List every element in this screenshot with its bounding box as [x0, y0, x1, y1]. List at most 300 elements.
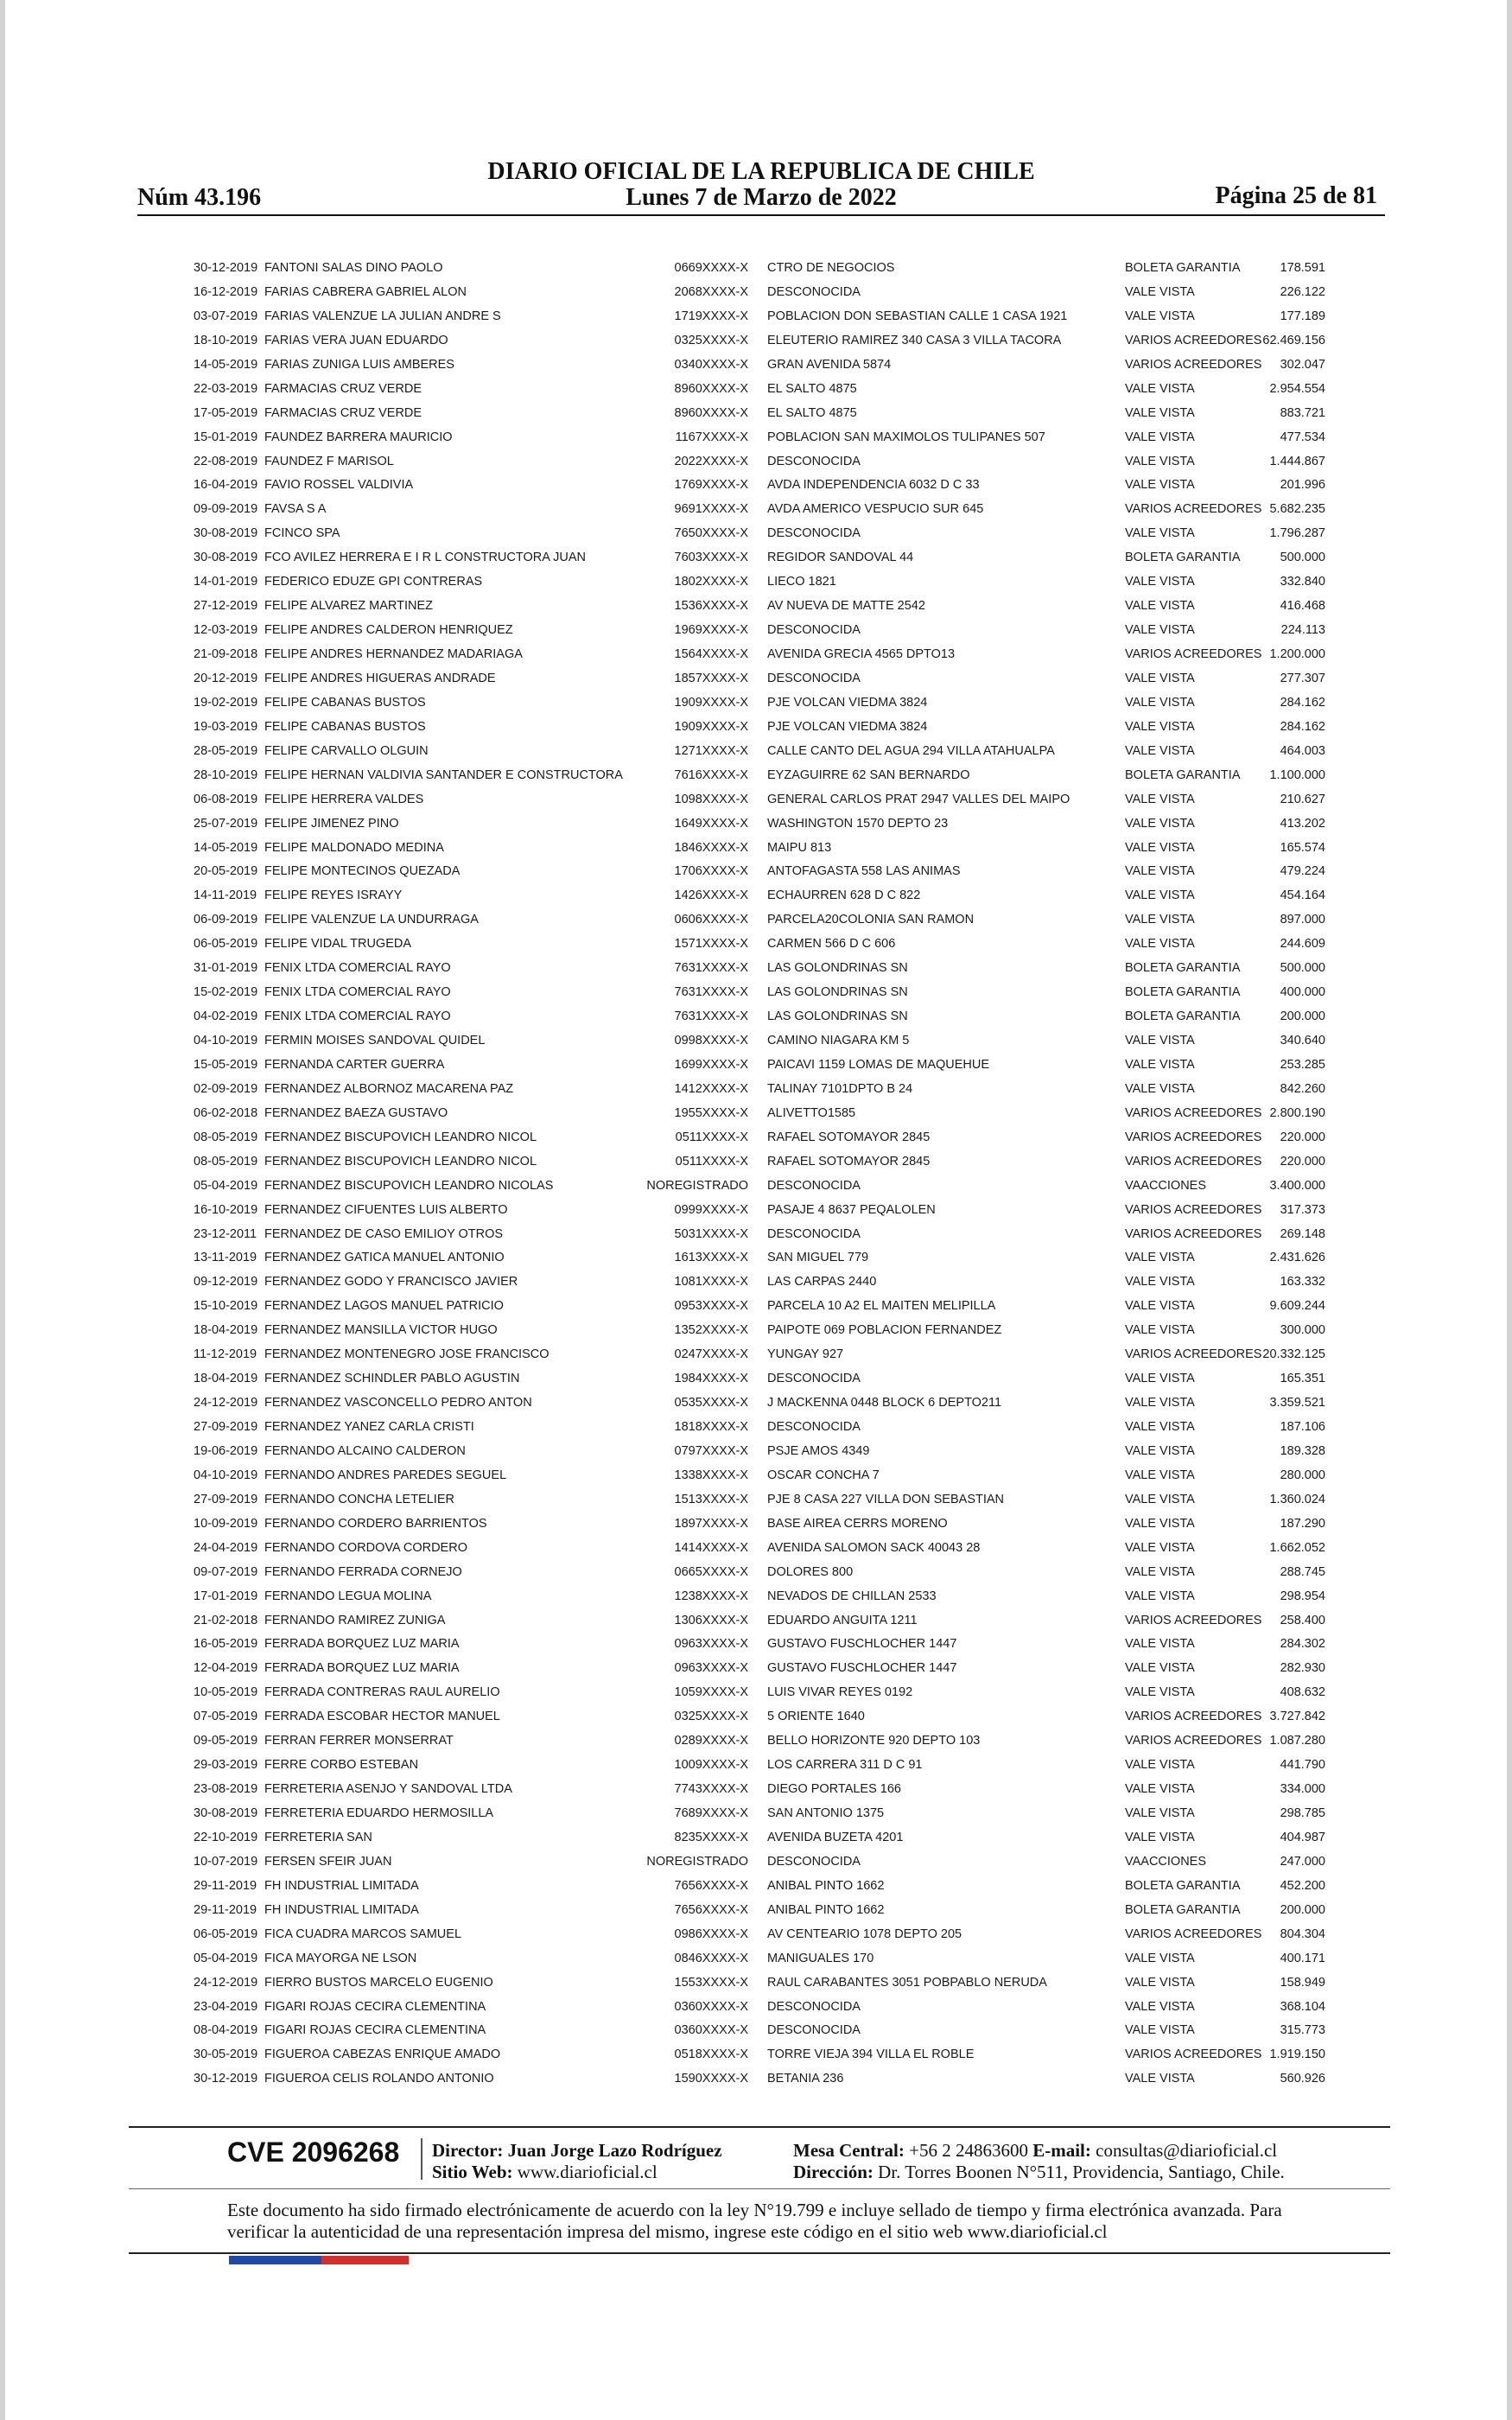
table-row — [5, 1488, 1512, 1512]
table-row — [5, 257, 1512, 281]
record-name: FELIPE ANDRES HERNANDEZ MADARIAGA — [264, 647, 523, 661]
record-address: ANIBAL PINTO 1662 — [767, 1902, 885, 1917]
record-address: DESCONOCIDA — [767, 526, 861, 541]
record-type: BOLETA GARANTIA — [1125, 1878, 1241, 1893]
record-rut: 1699XXXX-X — [674, 1057, 748, 1072]
record-type: VALE VISTA — [1125, 913, 1195, 927]
record-rut: 0998XXXX-X — [674, 1034, 748, 1048]
record-address: LUIS VIVAR REYES 0192 — [767, 1685, 913, 1700]
table-row — [5, 1681, 1512, 1705]
record-address: YUNGAY 927 — [767, 1347, 844, 1362]
record-amount: 1.662.052 — [1269, 1540, 1325, 1555]
record-address: SAN MIGUEL 779 — [767, 1251, 869, 1265]
record-date: 03-07-2019 — [194, 309, 258, 323]
record-amount: 3.359.521 — [1269, 1396, 1325, 1411]
table-row — [5, 716, 1512, 740]
record-type: VALE VISTA — [1125, 719, 1195, 734]
record-type: VALE VISTA — [1125, 937, 1195, 952]
table-row — [5, 691, 1512, 716]
record-name: FELIPE HERRERA VALDES — [264, 792, 424, 806]
record-date: 28-10-2019 — [194, 767, 258, 782]
record-address: TALINAY 7101DPTO B 24 — [767, 1081, 913, 1096]
record-date: 13-11-2019 — [194, 1251, 257, 1265]
record-amount: 187.106 — [1280, 1420, 1325, 1434]
record-date: 15-05-2019 — [194, 1057, 258, 1072]
table-row — [5, 498, 1512, 522]
table-row — [5, 1175, 1512, 1199]
record-rut: 9691XXXX-X — [674, 502, 748, 517]
record-rut: 7650XXXX-X — [674, 526, 748, 541]
record-type: VALE VISTA — [1125, 1806, 1195, 1820]
record-address: DESCONOCIDA — [767, 454, 861, 468]
record-address: DESCONOCIDA — [767, 1854, 861, 1869]
record-type: VALE VISTA — [1125, 623, 1195, 638]
record-amount: 560.926 — [1280, 2072, 1325, 2086]
record-date: 16-04-2019 — [194, 478, 258, 493]
table-row — [5, 1947, 1512, 1971]
record-rut: 0999XXXX-X — [674, 1202, 748, 1217]
record-rut: 0360XXXX-X — [674, 1999, 748, 2014]
record-type: VALE VISTA — [1125, 840, 1195, 855]
record-address: PAICAVI 1159 LOMAS DE MAQUEHUE — [767, 1057, 990, 1072]
site-link[interactable]: www.diarioficial.cl — [517, 2162, 658, 2182]
record-address: WASHINGTON 1570 DEPTO 23 — [767, 816, 949, 831]
record-date: 18-04-2019 — [194, 1372, 258, 1386]
table-row — [5, 981, 1512, 1005]
record-name: FIGUEROA CELIS ROLANDO ANTONIO — [264, 2072, 494, 2086]
record-amount: 500.000 — [1280, 961, 1325, 976]
record-address: GUSTAVO FUSCHLOCHER 1447 — [767, 1637, 957, 1652]
record-address: DESCONOCIDA — [767, 671, 861, 685]
mesa-phone: +56 2 24863600 — [909, 2140, 1028, 2161]
record-type: VALE VISTA — [1125, 405, 1195, 420]
record-address: GENERAL CARLOS PRAT 2947 VALLES DEL MAIPO — [767, 792, 1070, 806]
record-type: VALE VISTA — [1125, 1637, 1195, 1652]
record-rut: 1909XXXX-X — [674, 719, 748, 734]
record-name: FELIPE VALENZUE LA UNDURRAGA — [264, 913, 479, 927]
record-amount: 284.302 — [1280, 1637, 1325, 1652]
record-rut: 0606XXXX-X — [674, 913, 748, 927]
record-name: FARMACIAS CRUZ VERDE — [264, 405, 422, 420]
record-name: FENIX LTDA COMERCIAL RAYO — [264, 961, 451, 976]
record-rut: 1769XXXX-X — [674, 478, 748, 493]
record-address: MAIPU 813 — [767, 840, 832, 855]
record-type: BOLETA GARANTIA — [1125, 985, 1241, 1000]
record-address: MANIGUALES 170 — [767, 1951, 874, 1965]
record-amount: 1.100.000 — [1269, 767, 1325, 782]
record-address: LAS GOLONDRINAS SN — [767, 961, 908, 976]
record-rut: 1352XXXX-X — [674, 1323, 748, 1338]
record-address: CALLE CANTO DEL AGUA 294 VILLA ATAHUALPA — [767, 743, 1055, 758]
record-name: FELIPE CABANAS BUSTOS — [264, 719, 426, 734]
record-type: VALE VISTA — [1125, 888, 1195, 903]
record-rut: 7689XXXX-X — [674, 1806, 748, 1820]
record-rut: 1955XXXX-X — [674, 1105, 748, 1120]
record-address: ALIVETTO1585 — [767, 1105, 856, 1120]
record-name: FARIAS CABRERA GABRIEL ALON — [264, 284, 467, 299]
record-name: FERNANDEZ DE CASO EMILIOY OTROS — [264, 1226, 504, 1241]
record-name: FERNANDEZ CIFUENTES LUIS ALBERTO — [264, 1202, 508, 1217]
record-type: VALE VISTA — [1125, 1468, 1195, 1482]
record-rut: 0325XXXX-X — [674, 333, 748, 347]
record-rut: 0797XXXX-X — [674, 1443, 748, 1458]
record-address: DESCONOCIDA — [767, 1372, 861, 1386]
record-type: VALE VISTA — [1125, 430, 1195, 444]
record-amount: 1.087.280 — [1269, 1734, 1325, 1748]
record-address: ANTOFAGASTA 558 LAS ANIMAS — [767, 864, 961, 879]
table-row — [5, 2043, 1512, 2067]
record-amount: 220.000 — [1280, 1154, 1325, 1169]
record-rut: 1706XXXX-X — [674, 864, 748, 879]
record-date: 24-04-2019 — [194, 1540, 258, 1555]
table-row — [5, 1705, 1512, 1729]
table-row — [5, 1537, 1512, 1561]
record-rut: 1412XXXX-X — [674, 1081, 748, 1096]
table-row — [5, 1899, 1512, 1923]
record-date: 30-08-2019 — [194, 1806, 258, 1820]
record-type: VALE VISTA — [1125, 743, 1195, 758]
record-name: FICA MAYORGA NE LSON — [264, 1951, 417, 1965]
record-address: RAFAEL SOTOMAYOR 2845 — [767, 1130, 931, 1144]
record-amount: 288.745 — [1280, 1564, 1325, 1579]
record-rut: 1426XXXX-X — [674, 888, 748, 903]
record-date: 20-12-2019 — [194, 671, 258, 685]
record-type: VARIOS ACREEDORES — [1125, 1347, 1262, 1362]
record-amount: 298.954 — [1280, 1589, 1325, 1603]
footer-contact-block — [793, 2140, 1285, 2183]
record-date: 06-05-2019 — [194, 1926, 258, 1941]
record-date: 30-05-2019 — [194, 2047, 258, 2062]
record-type: VARIOS ACREEDORES — [1125, 502, 1262, 517]
record-address: AV NUEVA DE MATTE 2542 — [767, 599, 925, 614]
record-address: PJE 8 CASA 227 VILLA DON SEBASTIAN — [767, 1492, 1005, 1506]
record-date: 18-04-2019 — [194, 1323, 258, 1338]
record-address: EL SALTO 4875 — [767, 405, 857, 420]
record-amount: 5.682.235 — [1269, 502, 1325, 517]
record-date: 11-12-2019 — [194, 1347, 257, 1362]
record-address: LIECO 1821 — [767, 575, 836, 589]
record-name: FERRETERIA EDUARDO HERMOSILLA — [264, 1806, 494, 1820]
record-rut: 0535XXXX-X — [674, 1396, 748, 1411]
record-type: VALE VISTA — [1125, 1299, 1195, 1314]
flag-stripe-blue — [229, 2256, 321, 2264]
record-address: PARCELA20COLONIA SAN RAMON — [767, 913, 975, 927]
record-name: FELIPE MALDONADO MEDINA — [264, 840, 444, 855]
record-address: AVDA AMERICO VESPUCIO SUR 645 — [767, 502, 984, 517]
record-address: POBLACION DON SEBASTIAN CALLE 1 CASA 1921 — [767, 309, 1068, 323]
record-rut: 1271XXXX-X — [674, 743, 748, 758]
record-rut: 1098XXXX-X — [674, 792, 748, 806]
record-name: FAVIO ROSSEL VALDIVIA — [264, 478, 414, 493]
table-row — [5, 1223, 1512, 1247]
record-type: VALE VISTA — [1125, 1081, 1195, 1096]
table-row — [5, 884, 1512, 908]
record-amount: 244.609 — [1280, 937, 1325, 952]
table-row — [5, 1367, 1512, 1392]
record-amount: 282.930 — [1280, 1661, 1325, 1676]
record-name: FARIAS VERA JUAN EDUARDO — [264, 333, 448, 347]
record-type: VALE VISTA — [1125, 864, 1195, 879]
record-name: FIGARI ROJAS CECIRA CLEMENTINA — [264, 1999, 486, 2014]
record-rut: 1167XXXX-X — [675, 430, 748, 444]
record-name: FAUNDEZ F MARISOL — [264, 454, 394, 468]
record-date: 08-04-2019 — [194, 2023, 258, 2038]
record-address: J MACKENNA 0448 BLOCK 6 DEPTO211 — [767, 1396, 1002, 1411]
record-address: DOLORES 800 — [767, 1564, 854, 1579]
record-amount: 253.285 — [1280, 1057, 1325, 1072]
table-row — [5, 402, 1512, 426]
record-type: VALE VISTA — [1125, 1372, 1195, 1386]
record-type: VALE VISTA — [1125, 1323, 1195, 1338]
record-rut: 1818XXXX-X — [674, 1420, 748, 1434]
record-address: ELEUTERIO RAMIREZ 340 CASA 3 VILLA TACORA — [767, 333, 1062, 347]
record-rut: 0963XXXX-X — [674, 1637, 748, 1652]
table-row — [5, 957, 1512, 981]
record-rut: 0846XXXX-X — [674, 1951, 748, 1965]
cve-code: CVE 2096268 — [227, 2137, 400, 2168]
table-row — [5, 522, 1512, 546]
record-date: 22-08-2019 — [194, 454, 258, 468]
record-rut: 0340XXXX-X — [674, 357, 748, 372]
record-name: FELIPE VIDAL TRUGEDA — [264, 937, 412, 952]
table-row — [5, 619, 1512, 643]
record-rut: 7603XXXX-X — [674, 551, 748, 565]
record-type: VALE VISTA — [1125, 1951, 1195, 1965]
document-page — [5, 0, 1507, 2420]
address-label: Dirección: — [793, 2162, 874, 2182]
table-row — [5, 378, 1512, 402]
record-address: OSCAR CONCHA 7 — [767, 1468, 880, 1482]
record-amount: 332.840 — [1280, 575, 1325, 589]
record-address: 5 ORIENTE 1640 — [767, 1710, 865, 1724]
table-row — [5, 1971, 1512, 1996]
record-date: 29-11-2019 — [194, 1902, 257, 1917]
table-row — [5, 1150, 1512, 1175]
record-type: VARIOS ACREEDORES — [1125, 357, 1262, 372]
record-name: FERNANDO CORDERO BARRIENTOS — [264, 1516, 487, 1531]
footer-rule-mid — [129, 2188, 1390, 2189]
table-row — [5, 812, 1512, 837]
record-amount: 477.534 — [1280, 430, 1325, 444]
record-name: FELIPE ANDRES HIGUERAS ANDRADE — [264, 671, 496, 685]
record-rut: 1897XXXX-X — [674, 1516, 748, 1531]
record-type: VALE VISTA — [1125, 2023, 1195, 2038]
record-type: VARIOS ACREEDORES — [1125, 1130, 1262, 1144]
record-address: PSJE AMOS 4349 — [767, 1443, 870, 1458]
table-row — [5, 1609, 1512, 1634]
table-row — [5, 740, 1512, 764]
table-row — [5, 305, 1512, 329]
record-type: VALE VISTA — [1125, 1685, 1195, 1700]
record-address: PASAJE 4 8637 PEQALOLEN — [767, 1202, 936, 1217]
record-rut: 0511XXXX-X — [675, 1154, 748, 1169]
record-address: LAS GOLONDRINAS SN — [767, 1009, 908, 1024]
email-link[interactable]: consultas@diarioficial.cl — [1096, 2140, 1278, 2161]
record-type: VALE VISTA — [1125, 1034, 1195, 1048]
record-type: VALE VISTA — [1125, 1057, 1195, 1072]
issue-date: Lunes 7 de Marzo de 2022 — [626, 184, 897, 211]
record-amount: 226.122 — [1280, 284, 1325, 299]
record-type: VALE VISTA — [1125, 284, 1195, 299]
record-name: FELIPE MONTECINOS QUEZADA — [264, 864, 461, 879]
record-amount: 200.000 — [1280, 1902, 1325, 1917]
record-name: FERRAN FERRER MONSERRAT — [264, 1734, 454, 1748]
table-row — [5, 1778, 1512, 1802]
record-name: FERRADA ESCOBAR HECTOR MANUEL — [264, 1710, 500, 1724]
record-amount: 20.332.125 — [1262, 1347, 1325, 1362]
record-rut: 1969XXXX-X — [674, 623, 748, 638]
record-type: VARIOS ACREEDORES — [1125, 647, 1262, 661]
record-amount: 416.468 — [1280, 599, 1325, 614]
record-name: FERRADA BORQUEZ LUZ MARIA — [264, 1637, 460, 1652]
record-name: FELIPE CABANAS BUSTOS — [264, 695, 426, 710]
record-amount: 1.200.000 — [1269, 647, 1325, 661]
record-rut: 1909XXXX-X — [674, 695, 748, 710]
record-type: VARIOS ACREEDORES — [1125, 1154, 1262, 1169]
record-amount: 842.260 — [1280, 1081, 1325, 1096]
record-type: VALE VISTA — [1125, 1975, 1195, 1990]
record-type: VALE VISTA — [1125, 454, 1195, 468]
record-type: BOLETA GARANTIA — [1125, 261, 1241, 275]
record-date: 30-12-2019 — [194, 261, 258, 275]
record-address: NEVADOS DE CHILLAN 2533 — [767, 1589, 937, 1603]
record-type: VALE VISTA — [1125, 309, 1195, 323]
record-address: EDUARDO ANGUITA 1211 — [767, 1613, 918, 1627]
record-date: 23-12-2011 — [194, 1226, 257, 1241]
record-address: DESCONOCIDA — [767, 2023, 861, 2038]
site-label: Sitio Web: — [432, 2162, 513, 2182]
record-address: LAS CARPAS 2440 — [767, 1275, 877, 1290]
record-rut: 1613XXXX-X — [674, 1251, 748, 1265]
record-address: PAIPOTE 069 POBLACION FERNANDEZ — [767, 1323, 1002, 1338]
record-date: 14-01-2019 — [194, 575, 258, 589]
record-name: FERNANDO ANDRES PAREDES SEGUEL — [264, 1468, 507, 1482]
record-name: FERNANDEZ MANSILLA VICTOR HUGO — [264, 1323, 498, 1338]
record-date: 14-05-2019 — [194, 357, 258, 372]
record-name: FARIAS ZUNIGA LUIS AMBERES — [264, 357, 454, 372]
record-rut: 1571XXXX-X — [674, 937, 748, 952]
record-type: VARIOS ACREEDORES — [1125, 1926, 1262, 1941]
record-type: VALE VISTA — [1125, 478, 1195, 493]
record-date: 15-10-2019 — [194, 1299, 258, 1314]
record-name: FELIPE REYES ISRAYY — [264, 888, 403, 903]
footer-rule-top — [129, 2126, 1390, 2128]
table-row — [5, 908, 1512, 933]
record-type: VALE VISTA — [1125, 1564, 1195, 1579]
record-name: FERRETERIA ASENJO Y SANDOVAL LTDA — [264, 1782, 512, 1797]
record-type: BOLETA GARANTIA — [1125, 961, 1241, 976]
table-row — [5, 1343, 1512, 1367]
record-rut: 7656XXXX-X — [674, 1878, 748, 1893]
table-row — [5, 788, 1512, 812]
record-amount: 883.721 — [1280, 405, 1325, 420]
record-amount: 9.609.244 — [1269, 1299, 1325, 1314]
record-address: GRAN AVENIDA 5874 — [767, 357, 892, 372]
record-date: 07-05-2019 — [194, 1710, 258, 1724]
record-name: FH INDUSTRIAL LIMITADA — [264, 1878, 419, 1893]
record-address: AVDA INDEPENDENCIA 6032 D C 33 — [767, 478, 980, 493]
record-type: VARIOS ACREEDORES — [1125, 333, 1262, 347]
record-address: TORRE VIEJA 394 VILLA EL ROBLE — [767, 2047, 975, 2062]
table-row — [5, 1561, 1512, 1585]
record-name: FERNANDEZ BISCUPOVICH LEANDRO NICOL — [264, 1154, 537, 1169]
record-rut: 1536XXXX-X — [674, 599, 748, 614]
record-rut: 0963XXXX-X — [674, 1661, 748, 1676]
record-name: FERNANDO CORDOVA CORDERO — [264, 1540, 467, 1555]
record-amount: 897.000 — [1280, 913, 1325, 927]
record-name: FIGUEROA CABEZAS ENRIQUE AMADO — [264, 2047, 501, 2062]
record-address: AVENIDA SALOMON SACK 40043 28 — [767, 1540, 981, 1555]
mesa-label: Mesa Central: — [793, 2140, 905, 2161]
table-row — [5, 1005, 1512, 1029]
record-amount: 158.949 — [1280, 1975, 1325, 1990]
record-name: FERNANDA CARTER GUERRA — [264, 1057, 445, 1072]
record-rut: 1553XXXX-X — [674, 1975, 748, 1990]
record-type: VARIOS ACREEDORES — [1125, 1613, 1262, 1627]
record-rut: 0247XXXX-X — [674, 1347, 748, 1362]
record-date: 04-10-2019 — [194, 1468, 258, 1482]
record-amount: 315.773 — [1280, 2023, 1325, 2038]
record-amount: 298.785 — [1280, 1806, 1325, 1820]
record-date: 15-01-2019 — [194, 430, 258, 444]
record-rut: 1846XXXX-X — [674, 840, 748, 855]
record-type: VARIOS ACREEDORES — [1125, 1710, 1262, 1724]
table-row — [5, 1633, 1512, 1657]
record-rut: 1857XXXX-X — [674, 671, 748, 685]
record-address: EYZAGUIRRE 62 SAN BERNARDO — [767, 767, 970, 782]
record-address: CTRO DE NEGOCIOS — [767, 261, 895, 275]
record-rut: 7656XXXX-X — [674, 1902, 748, 1917]
record-date: 25-07-2019 — [194, 816, 258, 831]
record-amount: 3.727.842 — [1269, 1710, 1325, 1724]
table-row — [5, 1996, 1512, 2020]
table-row — [5, 1270, 1512, 1295]
record-date: 09-05-2019 — [194, 1734, 258, 1748]
table-row — [5, 1875, 1512, 1899]
record-date: 22-03-2019 — [194, 381, 258, 396]
record-rut: 1059XXXX-X — [674, 1685, 748, 1700]
table-row — [5, 1440, 1512, 1464]
record-date: 19-06-2019 — [194, 1443, 258, 1458]
record-amount: 163.332 — [1280, 1275, 1325, 1290]
table-row — [5, 546, 1512, 570]
record-address: REGIDOR SANDOVAL 44 — [767, 551, 914, 565]
record-amount: 2.431.626 — [1269, 1251, 1325, 1265]
gazette-title: DIARIO OFICIAL DE LA REPUBLICA DE CHILE — [487, 158, 1035, 185]
record-name: FH INDUSTRIAL LIMITADA — [264, 1902, 419, 1917]
record-date: 20-05-2019 — [194, 864, 258, 879]
record-address: LOS CARRERA 311 D C 91 — [767, 1758, 923, 1773]
record-name: FENIX LTDA COMERCIAL RAYO — [264, 1009, 451, 1024]
record-date: 06-08-2019 — [194, 792, 258, 806]
record-rut: 0953XXXX-X — [674, 1299, 748, 1314]
record-rut: 8960XXXX-X — [674, 405, 748, 420]
record-date: 24-12-2019 — [194, 1975, 258, 1990]
record-date: 02-09-2019 — [194, 1081, 258, 1096]
record-address: CAMINO NIAGARA KM 5 — [767, 1034, 910, 1048]
record-type: VALE VISTA — [1125, 526, 1195, 541]
record-amount: 280.000 — [1280, 1468, 1325, 1482]
record-address: SAN ANTONIO 1375 — [767, 1806, 885, 1820]
record-amount: 2.954.554 — [1269, 381, 1325, 396]
record-type: VALE VISTA — [1125, 695, 1195, 710]
record-amount: 220.000 — [1280, 1130, 1325, 1144]
record-type: VALE VISTA — [1125, 575, 1195, 589]
record-rut: 0325XXXX-X — [674, 1710, 748, 1724]
record-amount: 247.000 — [1280, 1854, 1325, 1869]
record-name: FARIAS VALENZUE LA JULIAN ANDRE S — [264, 309, 501, 323]
record-rut: 0289XXXX-X — [674, 1734, 748, 1748]
